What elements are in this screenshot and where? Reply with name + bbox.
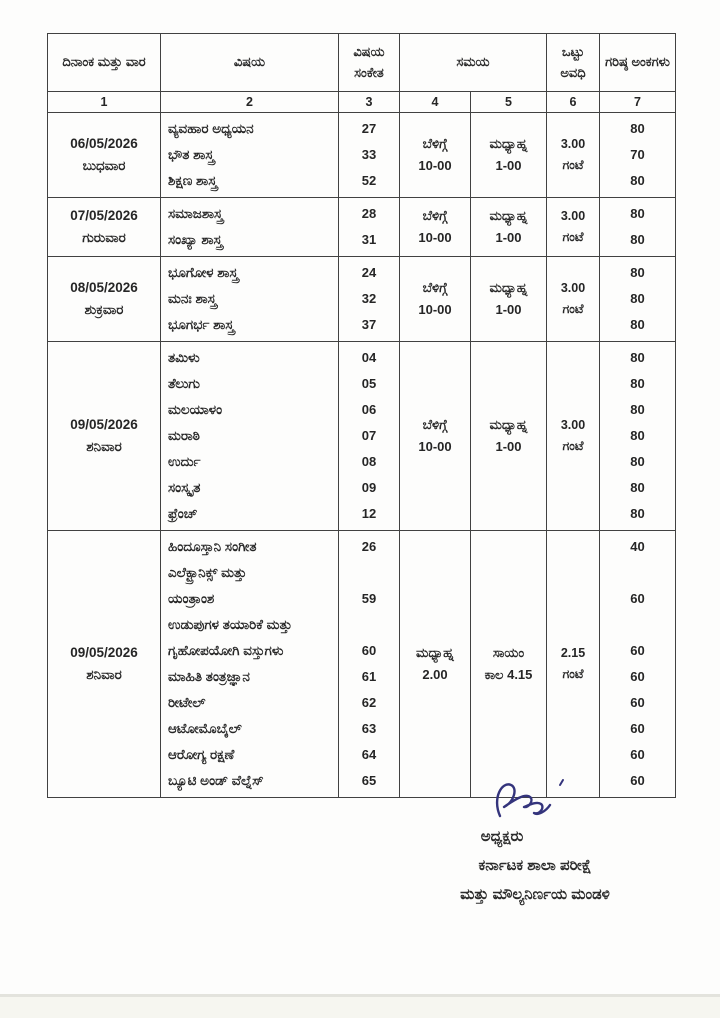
date-text: 09/05/2026 xyxy=(70,417,138,433)
marks-line: 80 xyxy=(630,402,645,417)
duration-unit: ಗಂಟೆ xyxy=(562,230,584,244)
date-cell xyxy=(48,342,161,531)
code-line: 04 xyxy=(361,350,377,365)
session-label: ಬೆಳಿಗ್ಗೆ xyxy=(422,207,448,223)
subject-lines xyxy=(161,531,338,797)
code-line xyxy=(339,612,399,638)
marks-line: 70 xyxy=(630,147,645,162)
date-cell xyxy=(48,198,161,257)
code-line: 32 xyxy=(361,291,377,306)
date-cell xyxy=(48,113,161,198)
session-morning-cell xyxy=(400,198,471,257)
date-cell xyxy=(48,257,161,342)
session-time: 10-00 xyxy=(418,439,452,454)
marks-line: 80 xyxy=(630,506,645,521)
subject-line: ಸಂಖ್ಯಾ ಶಾಸ್ತ್ರ xyxy=(168,232,223,247)
duration-unit: ಗಂಟೆ xyxy=(562,302,584,316)
column-number-cell: 5 xyxy=(471,92,547,113)
date-text: 09/05/2026 xyxy=(70,645,138,661)
session-afternoon-cell xyxy=(471,198,547,257)
code-line: 28 xyxy=(361,206,377,221)
code-line: 65 xyxy=(361,773,377,788)
subject-line: ಭೂಗರ್ಭ ಶಾಸ್ತ್ರ xyxy=(168,317,234,332)
marks-lines xyxy=(600,113,675,197)
marks-line xyxy=(600,612,675,638)
subject-lines xyxy=(161,113,338,197)
duration-value: 3.00 xyxy=(560,208,586,223)
session-time: 1-00 xyxy=(495,158,522,173)
page-bottom-margin xyxy=(0,997,720,1018)
marks-line: 80 xyxy=(630,376,645,391)
date-text: 08/05/2026 xyxy=(70,280,138,296)
session-afternoon-cell xyxy=(471,342,547,531)
marks-line: 80 xyxy=(630,480,645,495)
subject-line: ಸಂಸ್ಕೃತ xyxy=(168,480,201,495)
marks-cell xyxy=(600,257,676,342)
marks-lines xyxy=(600,198,675,256)
duration-cell xyxy=(547,198,600,257)
session-morning-cell xyxy=(400,531,471,798)
header-subject-code: ವಿಷಯ ಸಂಕೇತ xyxy=(339,34,400,92)
marks-line: 80 xyxy=(630,206,645,221)
subject-line: ಮನಃ ಶಾಸ್ತ್ರ xyxy=(168,291,217,306)
subject-line: ಶಿಕ್ಷಣ ಶಾಸ್ತ್ರ xyxy=(168,173,217,188)
footer-signatory-block xyxy=(380,822,690,909)
subject-line: ತೆಲುಗು xyxy=(168,376,200,391)
subject-line: ರೀಟೇಲ್ xyxy=(168,695,206,710)
subject-line: ಹಿಂದೂಸ್ತಾನಿ ಸಂಗೀತ xyxy=(168,539,257,554)
marks-line: 60 xyxy=(630,721,645,736)
code-line: 52 xyxy=(361,173,377,188)
header-total-duration: ಒಟ್ಟು ಅವಧಿ xyxy=(547,34,600,92)
day-text: ಬುಧವಾರ xyxy=(82,158,126,173)
signature xyxy=(478,776,573,826)
code-line: 26 xyxy=(361,539,377,554)
subject-line: ಆಟೋಮೊಬೈಲ್ xyxy=(168,721,242,736)
code-lines xyxy=(339,342,399,530)
session-morning-cell xyxy=(400,342,471,531)
duration-value: 3.00 xyxy=(560,417,586,432)
session-label: ಮಧ್ಯಾಹ್ನ xyxy=(489,207,528,223)
duration-unit: ಗಂಟೆ xyxy=(562,439,584,453)
subject-lines xyxy=(161,257,338,341)
marks-lines xyxy=(600,531,675,797)
duration-unit: ಗಂಟೆ xyxy=(562,667,584,681)
exam-day-row xyxy=(48,113,676,198)
marks-line: 80 xyxy=(630,317,645,332)
session-time: ಕಾಲ 4.15 xyxy=(484,667,533,682)
duration-unit: ಗಂಟೆ xyxy=(562,158,584,172)
column-number-cell: 1 xyxy=(48,92,161,113)
exam-day-row xyxy=(48,198,676,257)
column-number-cell: 3 xyxy=(339,92,400,113)
subject-cell xyxy=(161,198,339,257)
code-line: 63 xyxy=(361,721,377,736)
marks-lines xyxy=(600,342,675,530)
marks-line: 60 xyxy=(630,747,645,762)
exam-table-body xyxy=(48,34,676,798)
session-label: ಮಧ್ಯಾಹ್ನ xyxy=(489,135,528,151)
signatory-org-line2: ಮತ್ತು ಮೌಲ್ಯನಿರ್ಣಯ ಮಂಡಳಿ xyxy=(460,886,610,903)
subject-lines xyxy=(161,198,338,256)
subject-cell xyxy=(161,342,339,531)
marks-line: 80 xyxy=(630,173,645,188)
marks-line: 60 xyxy=(630,695,645,710)
code-cell xyxy=(339,257,400,342)
session-time: 1-00 xyxy=(495,302,522,317)
signatory-title: ಅಧ್ಯಕ್ಷರು xyxy=(480,828,524,845)
session-label: ಬೆಳಿಗ್ಗೆ xyxy=(422,416,448,432)
session-morning-cell xyxy=(400,257,471,342)
table-header-row xyxy=(48,34,676,92)
code-lines xyxy=(339,531,399,797)
day-text: ಶನಿವಾರ xyxy=(86,667,122,682)
header-max-marks: ಗರಿಷ್ಠ ಅಂಕಗಳು xyxy=(600,34,676,92)
day-text: ಶುಕ್ರವಾರ xyxy=(84,302,124,317)
session-morning-cell xyxy=(400,113,471,198)
column-number-row xyxy=(48,92,676,113)
subject-cell xyxy=(161,531,339,798)
session-time: 2.00 xyxy=(422,667,448,682)
marks-cell xyxy=(600,342,676,531)
subject-line: ತಮಿಳು xyxy=(168,350,200,365)
subject-line: ಎಲೆಕ್ಟ್ರಾನಿಕ್ಸ್ ಮತ್ತು xyxy=(168,565,247,580)
duration-value: 3.00 xyxy=(560,280,586,295)
session-time: 10-00 xyxy=(418,302,452,317)
subject-line: ಆರೋಗ್ಯ ರಕ್ಷಣೆ xyxy=(168,747,235,762)
header-time: ಸಮಯ xyxy=(400,34,547,92)
code-cell xyxy=(339,531,400,798)
code-cell xyxy=(339,342,400,531)
marks-line: 60 xyxy=(630,773,645,788)
marks-lines xyxy=(600,257,675,341)
marks-line: 80 xyxy=(630,428,645,443)
subject-cell xyxy=(161,257,339,342)
signatory-org-line1: ಕರ್ನಾಟಕ ಶಾಲಾ ಪರೀಕ್ಷೆ xyxy=(478,857,592,874)
code-line: 37 xyxy=(361,317,377,332)
duration-value: 2.15 xyxy=(560,645,586,660)
session-label: ಮಧ್ಯಾಹ್ನ xyxy=(416,644,454,660)
session-label: ಮಧ್ಯಾಹ್ನ xyxy=(489,416,528,432)
column-number-cell: 2 xyxy=(161,92,339,113)
session-time: 10-00 xyxy=(418,230,452,245)
code-lines xyxy=(339,113,399,197)
exam-day-row xyxy=(48,531,676,798)
column-number-cell: 4 xyxy=(400,92,471,113)
subject-line: ಮಲಯಾಳಂ xyxy=(168,402,223,417)
session-label: ಬೆಳಿಗ್ಗೆ xyxy=(422,279,448,295)
code-line: 06 xyxy=(361,402,377,417)
code-line: 60 xyxy=(361,643,377,658)
code-line: 24 xyxy=(361,265,377,280)
subject-line: ಗೃಹೋಪಯೋಗಿ ವಸ್ತುಗಳು xyxy=(168,643,284,658)
exam-timetable-table xyxy=(47,33,676,798)
code-cell xyxy=(339,198,400,257)
code-line: 64 xyxy=(361,747,377,762)
session-afternoon-cell xyxy=(471,257,547,342)
code-line: 08 xyxy=(361,454,377,469)
marks-line: 60 xyxy=(630,669,645,684)
marks-line: 80 xyxy=(630,121,645,136)
subject-line: ಮಾಹಿತಿ ತಂತ್ರಜ್ಞಾನ xyxy=(168,669,250,684)
day-text: ಗುರುವಾರ xyxy=(82,230,126,245)
subject-line: ಭೂಗೋಳ ಶಾಸ್ತ್ರ xyxy=(168,265,239,280)
session-label: ಬೆಳಿಗ್ಗೆ xyxy=(422,135,448,151)
marks-line: 40 xyxy=(630,539,645,554)
subject-line: ಉರ್ದು xyxy=(168,454,201,469)
session-label: ಸಾಯಂ xyxy=(492,644,525,660)
session-afternoon-cell xyxy=(471,113,547,198)
signature-scribble-icon xyxy=(478,776,573,826)
subject-line: ವ್ಯವಹಾರ ಅಧ್ಯಯನ xyxy=(168,121,254,136)
code-lines xyxy=(339,257,399,341)
code-lines xyxy=(339,198,399,256)
exam-day-row xyxy=(48,342,676,531)
subject-cell xyxy=(161,113,339,198)
marks-line: 60 xyxy=(630,643,645,658)
session-label: ಮಧ್ಯಾಹ್ನ xyxy=(489,279,528,295)
marks-line: 80 xyxy=(630,232,645,247)
code-line: 31 xyxy=(361,232,377,247)
code-line: 05 xyxy=(361,376,377,391)
subject-line: ಉಡುಪುಗಳ ತಯಾರಿಕೆ ಮತ್ತು xyxy=(168,617,293,632)
subject-line: ಮರಾಠಿ xyxy=(168,428,200,443)
session-time: 10-00 xyxy=(418,158,452,173)
code-line: 33 xyxy=(361,147,377,162)
session-afternoon-cell xyxy=(471,531,547,798)
marks-line xyxy=(600,560,675,586)
session-time: 1-00 xyxy=(495,439,522,454)
marks-line: 80 xyxy=(630,291,645,306)
marks-cell xyxy=(600,531,676,798)
date-text: 07/05/2026 xyxy=(70,208,138,224)
duration-value: 3.00 xyxy=(560,136,586,151)
code-line: 27 xyxy=(361,121,377,136)
day-text: ಶನಿವಾರ xyxy=(86,439,122,454)
exam-day-row xyxy=(48,257,676,342)
column-number-cell: 6 xyxy=(547,92,600,113)
code-line: 12 xyxy=(361,506,377,521)
code-cell xyxy=(339,113,400,198)
marks-cell xyxy=(600,198,676,257)
duration-cell xyxy=(547,113,600,198)
duration-cell xyxy=(547,342,600,531)
marks-line: 80 xyxy=(630,350,645,365)
code-line: 62 xyxy=(361,695,377,710)
session-time: 1-00 xyxy=(495,230,522,245)
code-line: 07 xyxy=(361,428,377,443)
code-line xyxy=(339,560,399,586)
code-line: 59 xyxy=(361,591,377,606)
marks-line: 80 xyxy=(630,265,645,280)
duration-cell xyxy=(547,531,600,798)
header-subject: ವಿಷಯ xyxy=(161,34,339,92)
date-cell xyxy=(48,531,161,798)
date-text: 06/05/2026 xyxy=(70,136,138,152)
column-number-cell: 7 xyxy=(600,92,676,113)
header-date-day: ದಿನಾಂಕ ಮತ್ತು ವಾರ xyxy=(48,34,161,92)
duration-cell xyxy=(547,257,600,342)
code-line: 61 xyxy=(361,669,377,684)
subject-line: ಸಮಾಜಶಾಸ್ತ್ರ xyxy=(168,206,223,221)
subject-line: ಯಂತ್ರಾಂಶ xyxy=(168,591,215,606)
code-line: 09 xyxy=(361,480,377,495)
marks-cell xyxy=(600,113,676,198)
subject-line: ಫ್ರೆಂಚ್ xyxy=(168,506,198,521)
subject-line: ಬ್ಯೂಟಿ ಅಂಡ್ ವೆಲ್ನೆಸ್ xyxy=(168,773,264,788)
marks-line: 80 xyxy=(630,454,645,469)
subject-lines xyxy=(161,342,338,530)
subject-line: ಭೌತ ಶಾಸ್ತ್ರ xyxy=(168,147,215,162)
marks-line: 60 xyxy=(630,591,645,606)
